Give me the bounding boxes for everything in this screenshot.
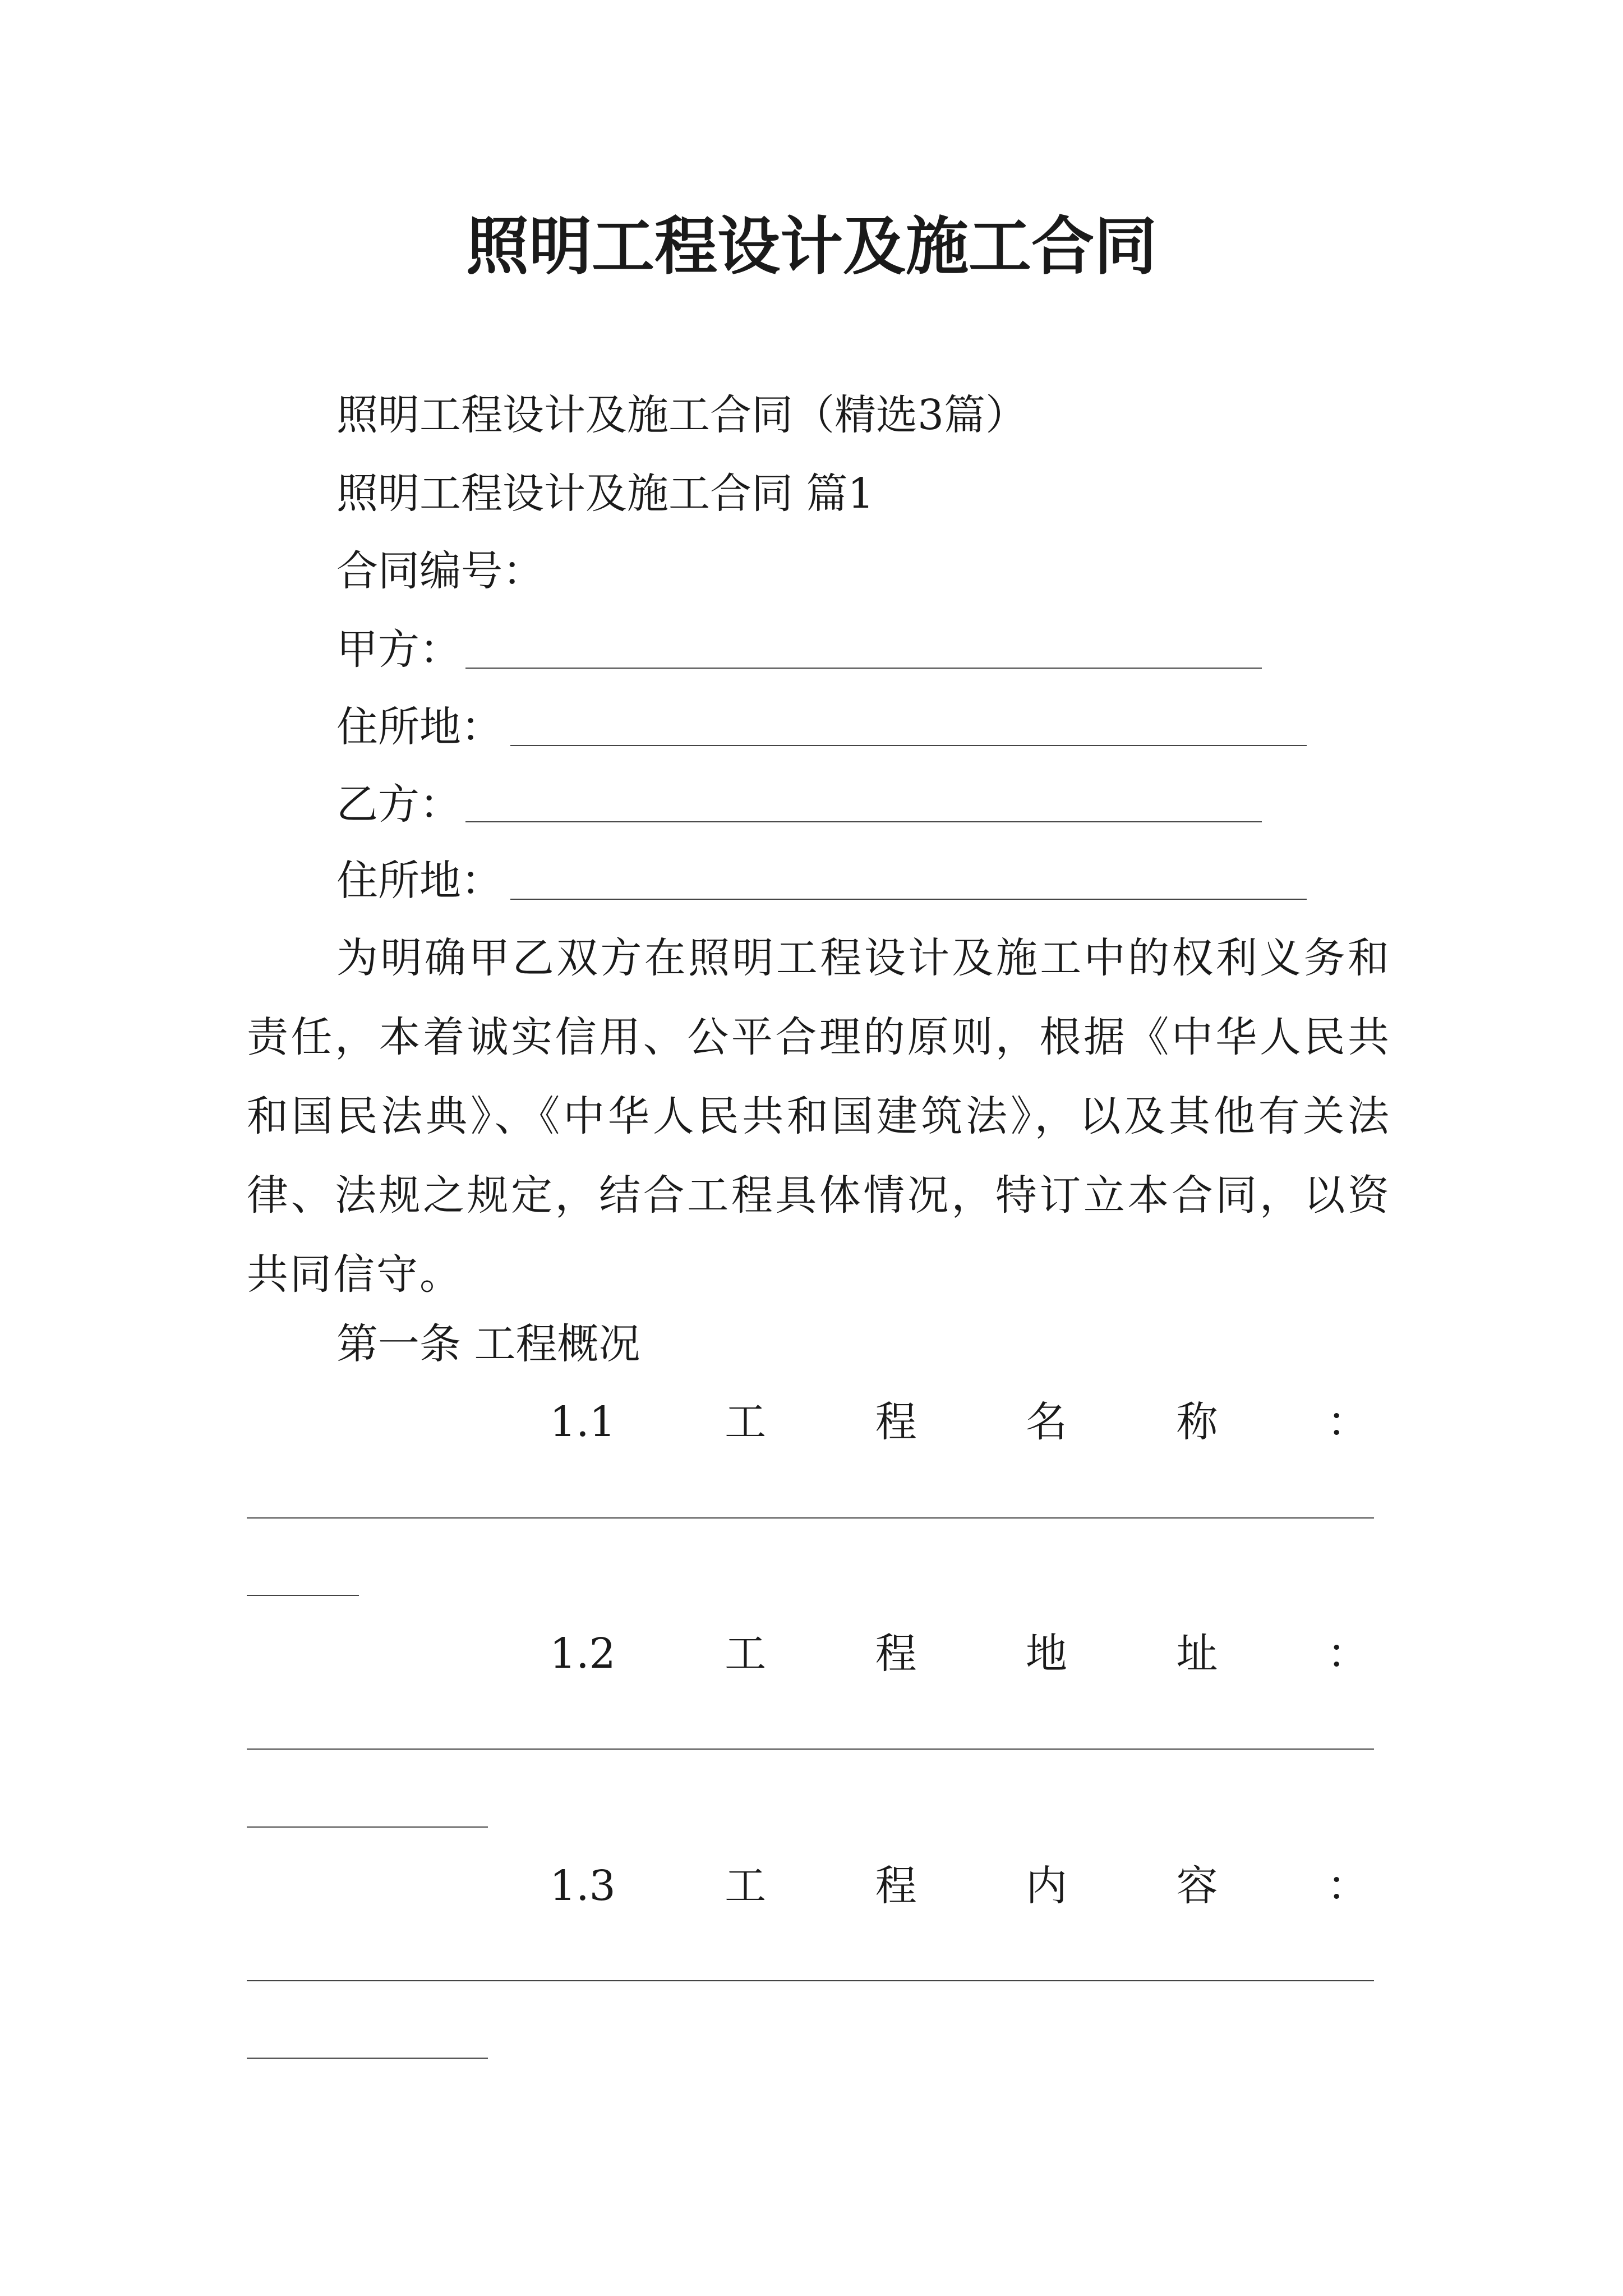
item-number: 1.2: [550, 1630, 616, 1678]
item-char: 程: [875, 1398, 917, 1446]
item-char: 工: [725, 1862, 767, 1910]
address-a-blank-line: [510, 745, 1307, 746]
item-char: 容: [1176, 1862, 1218, 1910]
project-content-blank-line-2: [247, 2058, 488, 2059]
address-a-label: 住所地：: [336, 703, 502, 751]
item-char: 程: [875, 1862, 917, 1910]
item-char: 内: [1026, 1862, 1068, 1910]
item-char: 工: [725, 1630, 767, 1678]
party-a-label: 甲方：: [336, 625, 461, 674]
project-address-blank-line-2: [247, 1826, 488, 1828]
item-char: 称: [1176, 1398, 1218, 1446]
part-heading: 照明工程设计及施工合同 篇1: [336, 470, 874, 518]
address-b-label: 住所地：: [336, 857, 502, 905]
party-b-blank-line: [465, 821, 1262, 822]
address-b-blank-line: [510, 899, 1307, 900]
item-colon: ：: [1326, 1862, 1368, 1910]
project-address-blank-line-1: [247, 1749, 1374, 1750]
item-number: 1.3: [550, 1862, 616, 1910]
party-a-blank-line: [465, 668, 1262, 669]
item-project-address: [550, 1626, 1368, 1682]
item-project-content: [550, 1858, 1368, 1914]
item-colon: ：: [1326, 1630, 1368, 1678]
document-title: 照明工程设计及施工合同: [466, 210, 1157, 283]
project-name-blank-line-2: [247, 1595, 359, 1596]
item-char: 名: [1026, 1398, 1068, 1446]
article-1-heading: 第一条 工程概况: [336, 1320, 640, 1368]
item-number: 1.1: [550, 1398, 616, 1446]
intro-paragraph: 为明确甲乙双方在照明工程设计及施工中的权利义务和责任，本着诚实信用、公平合理的原则，根据《中华人民共和国民法典》、《中华人民共和国建筑法》，以及其他有关法律、法规之规定，结合工程具体情况，特订立本合同，以资共同信守。: [247, 934, 1391, 1299]
item-colon: ：: [1326, 1398, 1368, 1446]
subtitle: 照明工程设计及施工合同（精选3篇）: [336, 391, 1027, 439]
project-name-blank-line-1: [247, 1517, 1374, 1519]
item-char: 工: [725, 1398, 767, 1446]
project-content-blank-line-1: [247, 1980, 1374, 1981]
item-char: 程: [875, 1630, 917, 1678]
contract-number-label: 合同编号：: [336, 547, 544, 595]
party-b-label: 乙方：: [336, 780, 461, 829]
item-char: 地: [1026, 1630, 1068, 1678]
item-project-name: [550, 1394, 1368, 1450]
item-char: 址: [1176, 1630, 1218, 1678]
